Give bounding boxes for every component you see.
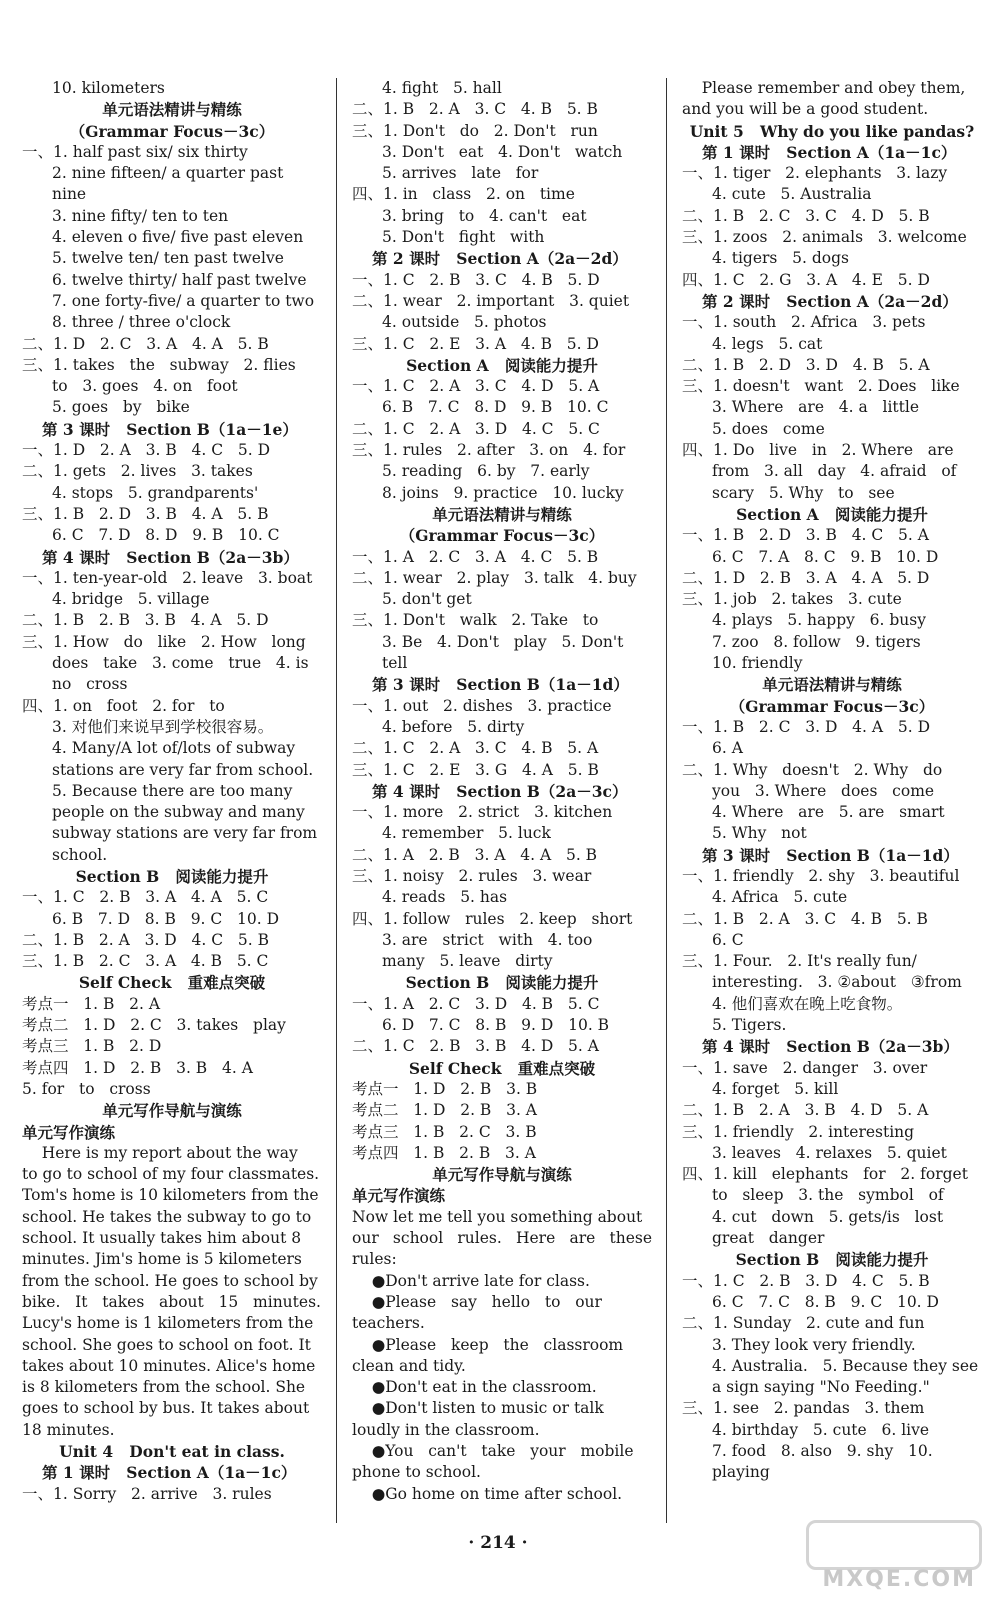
answer-line: 考点二 1. D 2. B 3. A xyxy=(352,1101,538,1120)
answer-line: （Grammar Focus－3c） xyxy=(399,526,605,546)
answer-line: ●Don't arrive late for class. xyxy=(352,1271,590,1290)
answer-line: （Grammar Focus－3c） xyxy=(69,121,275,141)
answer-line: to sleep 3. the symbol of xyxy=(712,1186,944,1205)
answer-line: 单元写作导航与演练 xyxy=(432,1165,572,1185)
answer-line: 三、1. Don't walk 2. Take to xyxy=(352,611,599,630)
answer-line: 一、1. ten-year-old 2. leave 3. boat xyxy=(22,568,313,587)
answer-line: 考点一 1. B 2. A xyxy=(22,994,161,1013)
answer-line: our school rules. Here are these rules: xyxy=(352,1229,657,1269)
answer-line: 18 minutes. xyxy=(22,1420,115,1439)
answer-line: 三、1. C 2. E 3. G 4. A 5. B xyxy=(352,760,599,779)
answer-line: 3. Where are 4. a little xyxy=(712,398,920,417)
answer-line: 一、1. south 2. Africa 3. pets xyxy=(682,313,926,332)
answer-line: Unit 4 Don't eat in class. xyxy=(59,1442,285,1461)
answer-line: 考点一 1. D 2. B 3. B xyxy=(352,1079,538,1098)
answer-line: from the school. He goes to school by xyxy=(22,1271,318,1290)
answer-line: 一、1. A 2. C 3. D 4. B 5. C xyxy=(352,994,600,1013)
answer-line: 一、1. friendly 2. shy 3. beautiful xyxy=(682,866,960,885)
answer-line: does take 3. come true 4. is xyxy=(52,654,309,673)
page-number: · 214 · xyxy=(468,1533,528,1553)
answer-line: 第 1 课时 Section A（1a－1c） xyxy=(42,1463,297,1483)
answer-line: 三、1. B 2. D 3. B 4. A 5. B xyxy=(22,504,269,523)
answer-line: 4. Africa 5. cute xyxy=(712,888,848,907)
answer-line: 三、1. B 2. C 3. A 4. B 5. C xyxy=(22,952,269,971)
answer-line: 6. C 7. D 8. D 9. B 10. C xyxy=(52,526,280,545)
answer-line: ●Go home on time after school. xyxy=(352,1484,623,1503)
answer-line: ●Please keep the classroom xyxy=(352,1335,624,1354)
answer-line: 三、1. zoos 2. animals 3. welcome xyxy=(682,228,967,247)
answer-line: 4. stops 5. grandparents' xyxy=(52,483,259,502)
watermark-text: MXQE.COM xyxy=(822,1566,976,1592)
answer-line: 6. C 7. A 8. C 9. B 10. D xyxy=(712,547,939,566)
column-right xyxy=(682,78,982,1484)
answer-line: 单元语法精讲与精练 xyxy=(762,675,902,695)
answer-line: Section B 阅读能力提升 xyxy=(405,973,599,993)
answer-line: 二、1. wear 2. play 3. talk 4. buy xyxy=(352,568,637,587)
answer-line: 3. nine fifty/ ten to ten xyxy=(52,206,229,225)
answer-line: 4. birthday 5. cute 6. live xyxy=(712,1420,930,1439)
answer-line: 考点四 1. D 2. B 3. B 4. A xyxy=(22,1058,253,1077)
answer-line: school. She goes to school on foot. It xyxy=(22,1335,311,1354)
answer-line: 第 1 课时 Section A（1a－1c） xyxy=(702,142,957,162)
answer-line: 4. before 5. dirty xyxy=(382,717,525,736)
answer-line: Section A 阅读能力提升 xyxy=(736,504,928,524)
watermark-seal-icon xyxy=(806,1520,982,1570)
answer-line: 2. nine fifteen/ a quarter past nine xyxy=(52,164,289,204)
answer-line: to go to school of my four classmates. xyxy=(22,1165,320,1184)
column-divider xyxy=(336,78,337,1523)
answer-line: 4. 他们喜欢在晚上吃食物。 xyxy=(712,994,903,1013)
answer-line: teachers. xyxy=(352,1314,425,1333)
answer-line: to 3. goes 4. on foot xyxy=(52,377,238,396)
answer-line: Please remember and obey them, xyxy=(682,79,966,97)
answer-line: 四、1. Do live in 2. Where are xyxy=(682,441,954,460)
answer-line: 5. twelve ten/ ten past twelve xyxy=(52,249,284,268)
answer-line: 10. kilometers xyxy=(52,79,165,97)
answer-line: minutes. Jim's home is 5 kilometers xyxy=(22,1250,302,1269)
answer-line: from 3. all day 4. afraid of xyxy=(712,462,957,481)
answer-line: 四、1. kill elephants for 2. forget xyxy=(682,1165,968,1184)
answer-line: subway stations are very far from xyxy=(52,824,318,843)
answer-line: interesting. 3. ②about ③from xyxy=(712,973,962,992)
answer-line: 6. C xyxy=(712,930,744,949)
answer-line: 7. food 8. also 9. shy 10. playing xyxy=(712,1442,938,1482)
answer-line: 一、1. save 2. danger 3. over xyxy=(682,1058,928,1077)
answer-line: 4. cut down 5. gets/is lost xyxy=(712,1207,944,1226)
answer-line: 四、1. C 2. G 3. A 4. E 5. D xyxy=(682,270,930,289)
answer-line: 第 3 课时 Section B（1a－1d） xyxy=(372,675,629,695)
answer-line: 三、1. noisy 2. rules 3. wear xyxy=(352,866,592,885)
answer-line: 第 3 课时 Section B（1a－1d） xyxy=(702,845,959,865)
answer-line: 三、1. job 2. takes 3. cute xyxy=(682,590,902,609)
answer-line: 6. C 7. C 8. B 9. C 10. D xyxy=(712,1292,939,1311)
answer-line: 3. Don't eat 4. Don't watch xyxy=(382,142,623,161)
answer-line: 二、1. wear 2. important 3. quiet xyxy=(352,291,630,310)
answer-line: 考点二 1. D 2. C 3. takes play xyxy=(22,1016,286,1035)
answer-line: school. It usually takes him about 8 xyxy=(22,1229,302,1248)
answer-line: 4. eleven o five/ five past eleven xyxy=(52,228,304,247)
answer-line: Unit 5 Why do you like pandas? xyxy=(689,121,975,141)
answer-line: 6. twelve thirty/ half past twelve xyxy=(52,270,307,289)
answer-line: 一、1. B 2. C 3. D 4. A 5. D xyxy=(682,717,931,736)
answer-line: 5. Don't fight with xyxy=(382,228,545,247)
answer-line: 二、1. B 2. A 3. C 4. B 5. B xyxy=(682,909,928,928)
answer-line: 单元写作导航与演练 xyxy=(102,1101,242,1121)
answer-line: takes about 10 minutes. Alice's home xyxy=(22,1356,316,1375)
answer-line: ●Don't eat in the classroom. xyxy=(352,1378,597,1397)
answer-line: Lucy's home is 1 kilometers from the xyxy=(22,1314,314,1333)
answer-line: ●Don't listen to music or talk xyxy=(352,1399,604,1418)
answer-line: 3. bring to 4. can't eat xyxy=(382,206,587,225)
answer-line: 一、1. out 2. dishes 3. practice xyxy=(352,696,612,715)
answer-line: 第 4 课时 Section B（2a－3c） xyxy=(372,781,628,801)
answer-line: 5. reading 6. by 7. early xyxy=(382,462,590,481)
answer-line: 8. joins 9. practice 10. lucky xyxy=(382,483,624,502)
answer-line: school. He takes the subway to go to xyxy=(22,1207,312,1226)
answer-line: 二、1. Sunday 2. cute and fun xyxy=(682,1314,925,1333)
watermark-logo xyxy=(812,1520,982,1590)
answer-line: Now let me tell you something about xyxy=(352,1207,643,1226)
answer-line: 三、1. C 2. E 3. A 4. B 5. D xyxy=(352,334,599,353)
answer-line: 4. Many/A lot of/lots of subway xyxy=(52,739,296,758)
answer-line: 6. A xyxy=(712,739,743,758)
answer-line: 4. cute 5. Australia xyxy=(712,185,872,204)
answer-line: ●You can't take your mobile xyxy=(352,1442,634,1460)
answer-line: 考点三 1. B 2. D xyxy=(22,1037,162,1056)
answer-line: is 8 kilometers from the school. She xyxy=(22,1378,306,1397)
column-left xyxy=(22,78,322,1505)
answer-line: 一、1. C 2. A 3. C 4. D 5. A xyxy=(352,377,600,396)
answer-line: 三、1. Four. 2. It's really fun/ xyxy=(682,952,917,971)
answer-line: 二、1. D 2. C 3. A 4. A 5. B xyxy=(22,334,269,353)
answer-line: 5. for to cross xyxy=(22,1079,151,1098)
answer-line: 三、1. doesn't want 2. Does like xyxy=(682,377,960,396)
answer-line: goes to school by bus. It takes about xyxy=(22,1399,310,1418)
answer-line: 7. one forty-five/ a quarter to two xyxy=(52,291,315,310)
answer-line: 7. zoo 8. follow 9. tigers xyxy=(712,632,921,651)
answer-line: 单元写作演练 xyxy=(22,1122,116,1142)
answer-line: clean and tidy. xyxy=(352,1356,466,1375)
answer-line: 一、1. Sorry 2. arrive 3. rules xyxy=(22,1484,272,1503)
answer-line: 一、1. D 2. A 3. B 4. C 5. D xyxy=(22,441,271,460)
answer-line: 第 4 课时 Section B（2a－3b） xyxy=(702,1037,959,1057)
answer-line: 6. B 7. C 8. D 9. B 10. C xyxy=(382,398,609,417)
answer-line: 3. Be 4. Don't play 5. Don't xyxy=(382,632,624,651)
answer-line: 考点三 1. B 2. C 3. B xyxy=(352,1122,537,1141)
column-middle xyxy=(352,78,657,1505)
answer-line: 一、1. B 2. D 3. B 4. C 5. A xyxy=(682,526,929,545)
answer-line: Section B 阅读能力提升 xyxy=(75,866,269,886)
answer-line: 4. plays 5. happy 6. busy xyxy=(712,611,926,630)
answer-line: 三、1. How do like 2. How long xyxy=(22,632,306,651)
answer-line: you 3. Where does come xyxy=(712,781,935,800)
answer-line: 4. outside 5. photos xyxy=(382,313,547,332)
answer-line: 四、1. on foot 2. for to xyxy=(22,696,225,715)
answer-line: tell xyxy=(382,654,408,673)
answer-line: Self Check 重难点突破 xyxy=(78,973,266,993)
answer-line: 第 3 课时 Section B（1a－1e） xyxy=(42,419,298,439)
answer-line: 三、1. see 2. pandas 3. them xyxy=(682,1399,925,1418)
answer-line: 5. don't get xyxy=(382,590,472,609)
answer-line: 3. 对他们来说早到学校很容易。 xyxy=(52,717,274,736)
answer-line: people on the subway and many xyxy=(52,803,305,822)
answer-line: 5. Because there are too many xyxy=(52,781,293,800)
answer-line: 4. tigers 5. dogs xyxy=(712,249,849,268)
answer-line: Section A 阅读能力提升 xyxy=(406,355,598,375)
answer-line: 6. D 7. C 8. B 9. D 10. B xyxy=(382,1016,610,1035)
answer-line: 二、1. B 2. B 3. B 4. A 5. D xyxy=(22,611,269,630)
answer-line: scary 5. Why to see xyxy=(712,483,895,502)
answer-line: 一、1. C 2. B 3. D 4. C 5. B xyxy=(682,1271,930,1290)
answer-line: 3. leaves 4. relaxes 5. quiet xyxy=(712,1143,947,1162)
answer-line: 二、1. B 2. C 3. C 4. D 5. B xyxy=(682,206,930,225)
answer-line: 4. reads 5. has xyxy=(382,888,508,907)
answer-line: 6. B 7. D 8. B 9. C 10. D xyxy=(52,909,280,928)
answer-line: 5. goes by bike xyxy=(52,398,190,417)
column-divider xyxy=(666,78,667,1523)
answer-line: 一、1. half past six/ six thirty xyxy=(22,142,248,161)
answer-line: 一、1. C 2. B 3. C 4. B 5. D xyxy=(352,270,600,289)
answer-line: and you will be a good student. xyxy=(682,100,929,119)
answer-line: 二、1. B 2. A 3. B 4. D 5. A xyxy=(682,1101,929,1120)
answer-line: 二、1. D 2. B 3. A 4. A 5. D xyxy=(682,568,930,587)
answer-line: loudly in the classroom. xyxy=(352,1420,540,1439)
answer-line: 8. three / three o'clock xyxy=(52,313,231,332)
answer-line: stations are very far from school. xyxy=(52,760,314,779)
answer-line: 二、1. Why doesn't 2. Why do xyxy=(682,760,943,779)
answer-line: 二、1. C 2. B 3. B 4. D 5. A xyxy=(352,1037,599,1056)
answer-line: ●Please say hello to our xyxy=(352,1292,602,1311)
answer-line: 二、1. C 2. A 3. D 4. C 5. C xyxy=(352,419,600,438)
answer-line: 二、1. B 2. D 3. D 4. B 5. A xyxy=(682,355,930,374)
answer-line: 4. bridge 5. village xyxy=(52,590,210,609)
answer-line: 四、1. follow rules 2. keep short xyxy=(352,909,633,928)
answer-line: 第 4 课时 Section B（2a－3b） xyxy=(42,547,299,567)
answer-line: 四、1. in class 2. on time xyxy=(352,185,575,204)
answer-line: 5. Tigers. xyxy=(712,1016,787,1035)
answer-line: 一、1. C 2. B 3. A 4. A 5. C xyxy=(22,888,269,907)
answer-line: 4. legs 5. cat xyxy=(712,334,823,353)
answer-line: 二、1. gets 2. lives 3. takes xyxy=(22,462,253,481)
answer-line: a sign saying "No Feeding." xyxy=(712,1378,930,1397)
answer-line: many 5. leave dirty xyxy=(382,952,553,971)
answer-line: great danger xyxy=(712,1229,825,1248)
answer-line: 一、1. A 2. C 3. A 4. C 5. B xyxy=(352,547,599,566)
answer-line: 三、1. takes the subway 2. flies xyxy=(22,355,296,374)
answer-line: 第 2 课时 Section A（2a－2d） xyxy=(372,249,628,269)
answer-line: 第 2 课时 Section A（2a－2d） xyxy=(702,291,958,311)
answer-line: 5. Why not xyxy=(712,824,807,843)
answer-line: 4. Where are 5. are smart xyxy=(712,803,945,822)
answer-line: 一、1. more 2. strict 3. kitchen xyxy=(352,803,613,822)
answer-line: Tom's home is 10 kilometers from the xyxy=(22,1186,319,1205)
answer-line: （Grammar Focus－3c） xyxy=(729,696,935,716)
answer-line: 单元语法精讲与精练 xyxy=(432,504,572,524)
answer-line: Self Check 重难点突破 xyxy=(408,1058,596,1078)
answer-line: 三、1. friendly 2. interesting xyxy=(682,1122,915,1141)
answer-line: bike. It takes about 15 minutes. xyxy=(22,1292,321,1311)
answer-line: phone to school. xyxy=(352,1463,481,1482)
answer-line: 4. fight 5. hall xyxy=(382,79,502,97)
answer-line: Section B 阅读能力提升 xyxy=(735,1250,929,1270)
answer-line: 3. They look very friendly. xyxy=(712,1335,916,1354)
answer-line: no cross xyxy=(52,675,128,694)
answer-line: 3. are strict with 4. too xyxy=(382,930,593,949)
answer-line: 三、1. rules 2. after 3. on 4. for xyxy=(352,441,626,460)
answer-line: Here is my report about the way xyxy=(22,1143,298,1162)
answer-line: 二、1. B 2. A 3. D 4. C 5. B xyxy=(22,930,269,949)
answer-line: 二、1. A 2. B 3. A 4. A 5. B xyxy=(352,845,598,864)
answer-line: 一、1. tiger 2. elephants 3. lazy xyxy=(682,164,948,183)
answer-line: 4. remember 5. luck xyxy=(382,824,551,843)
answer-line: 4. forget 5. kill xyxy=(712,1079,839,1098)
answer-line: 5. does come xyxy=(712,419,825,438)
answer-line: 三、1. Don't do 2. Don't run xyxy=(352,121,598,140)
answer-line: 单元写作演练 xyxy=(352,1186,446,1206)
answer-line: 二、1. B 2. A 3. C 4. B 5. B xyxy=(352,100,598,119)
answer-line: 4. Australia. 5. Because they see xyxy=(712,1356,979,1375)
answer-line: 5. arrives late for xyxy=(382,164,539,183)
answer-line: 考点四 1. B 2. B 3. A xyxy=(352,1143,536,1162)
answer-line: 10. friendly xyxy=(712,654,803,673)
answer-line: 单元语法精讲与精练 xyxy=(102,100,242,120)
answer-line: 二、1. C 2. A 3. C 4. B 5. A xyxy=(352,739,599,758)
answer-line: school. xyxy=(52,845,108,864)
